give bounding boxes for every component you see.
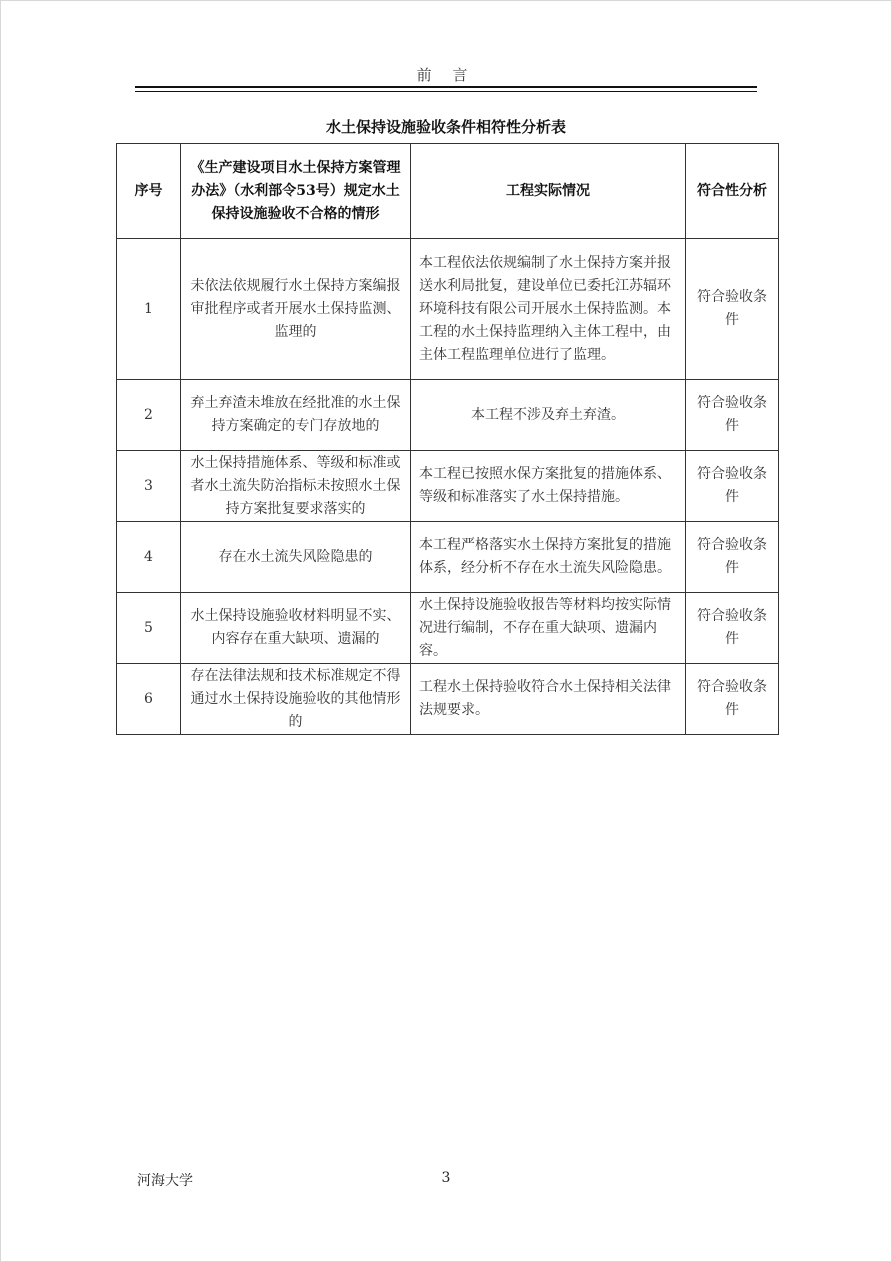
footer-institution: 河海大学 <box>137 1173 193 1189</box>
header-actual: 工程实际情况 <box>411 144 686 239</box>
row-result: 符合验收条件 <box>686 664 779 735</box>
row-condition: 弃土弃渣未堆放在经批准的水土保持方案确定的专门存放地的 <box>181 380 411 451</box>
row-condition: 存在水土流失风险隐患的 <box>181 522 411 593</box>
header-rule-thin <box>135 91 757 92</box>
row-condition: 存在法律法规和技术标准规定不得通过水土保持设施验收的其他情形的 <box>181 664 411 735</box>
row-index: 5 <box>117 593 181 664</box>
row-actual: 工程水土保持验收符合水土保持相关法律法规要求。 <box>411 664 686 735</box>
page-number: 3 <box>441 1170 451 1186</box>
row-index: 3 <box>117 451 181 522</box>
compliance-table <box>116 143 779 735</box>
row-actual: 本工程依法依规编制了水土保持方案并报送水利局批复，建设单位已委托江苏辐环环境科技有限公司开展水土保持监测。本工程的水土保持监理纳入主体工程中，由主体工程监理单位进行了监理。 <box>411 239 686 380</box>
table-caption: 水土保持设施验收条件相符性分析表 <box>325 118 566 136</box>
row-result: 符合验收条件 <box>686 451 779 522</box>
table-row <box>117 451 779 522</box>
row-condition: 水土保持措施体系、等级和标准或者水土流失防治指标未按照水土保持方案批复要求落实的 <box>181 451 411 522</box>
row-result: 符合验收条件 <box>686 380 779 451</box>
table-row <box>117 522 779 593</box>
table-row <box>117 239 779 380</box>
header-index: 序号 <box>117 144 181 239</box>
row-index: 6 <box>117 664 181 735</box>
row-result: 符合验收条件 <box>686 593 779 664</box>
row-actual: 本工程已按照水保方案批复的措施体系、等级和标准落实了水土保持措施。 <box>411 451 686 522</box>
row-result: 符合验收条件 <box>686 522 779 593</box>
row-actual: 本工程严格落实水土保持方案批复的措施体系，经分析不存在水土流失风险隐患。 <box>411 522 686 593</box>
header-condition: 《生产建设项目水土保持方案管理办法》（水利部令53号）规定水土保持设施验收不合格的情形 <box>181 144 411 239</box>
page-header: 前 言 <box>416 66 476 84</box>
row-index: 2 <box>117 380 181 451</box>
table-row <box>117 593 779 664</box>
table-header-row <box>117 144 779 239</box>
row-index: 4 <box>117 522 181 593</box>
row-condition: 水土保持设施验收材料明显不实、内容存在重大缺项、遗漏的 <box>181 593 411 664</box>
row-actual: 水土保持设施验收报告等材料均按实际情况进行编制，不存在重大缺项、遗漏内容。 <box>411 593 686 664</box>
row-condition: 未依法依规履行水土保持方案编报审批程序或者开展水土保持监测、监理的 <box>181 239 411 380</box>
header-result: 符合性分析 <box>686 144 779 239</box>
row-result: 符合验收条件 <box>686 239 779 380</box>
row-actual: 本工程不涉及弃土弃渣。 <box>411 380 686 451</box>
table-row <box>117 380 779 451</box>
table-row <box>117 664 779 735</box>
header-rule-thick <box>135 86 757 88</box>
row-index: 1 <box>117 239 181 380</box>
